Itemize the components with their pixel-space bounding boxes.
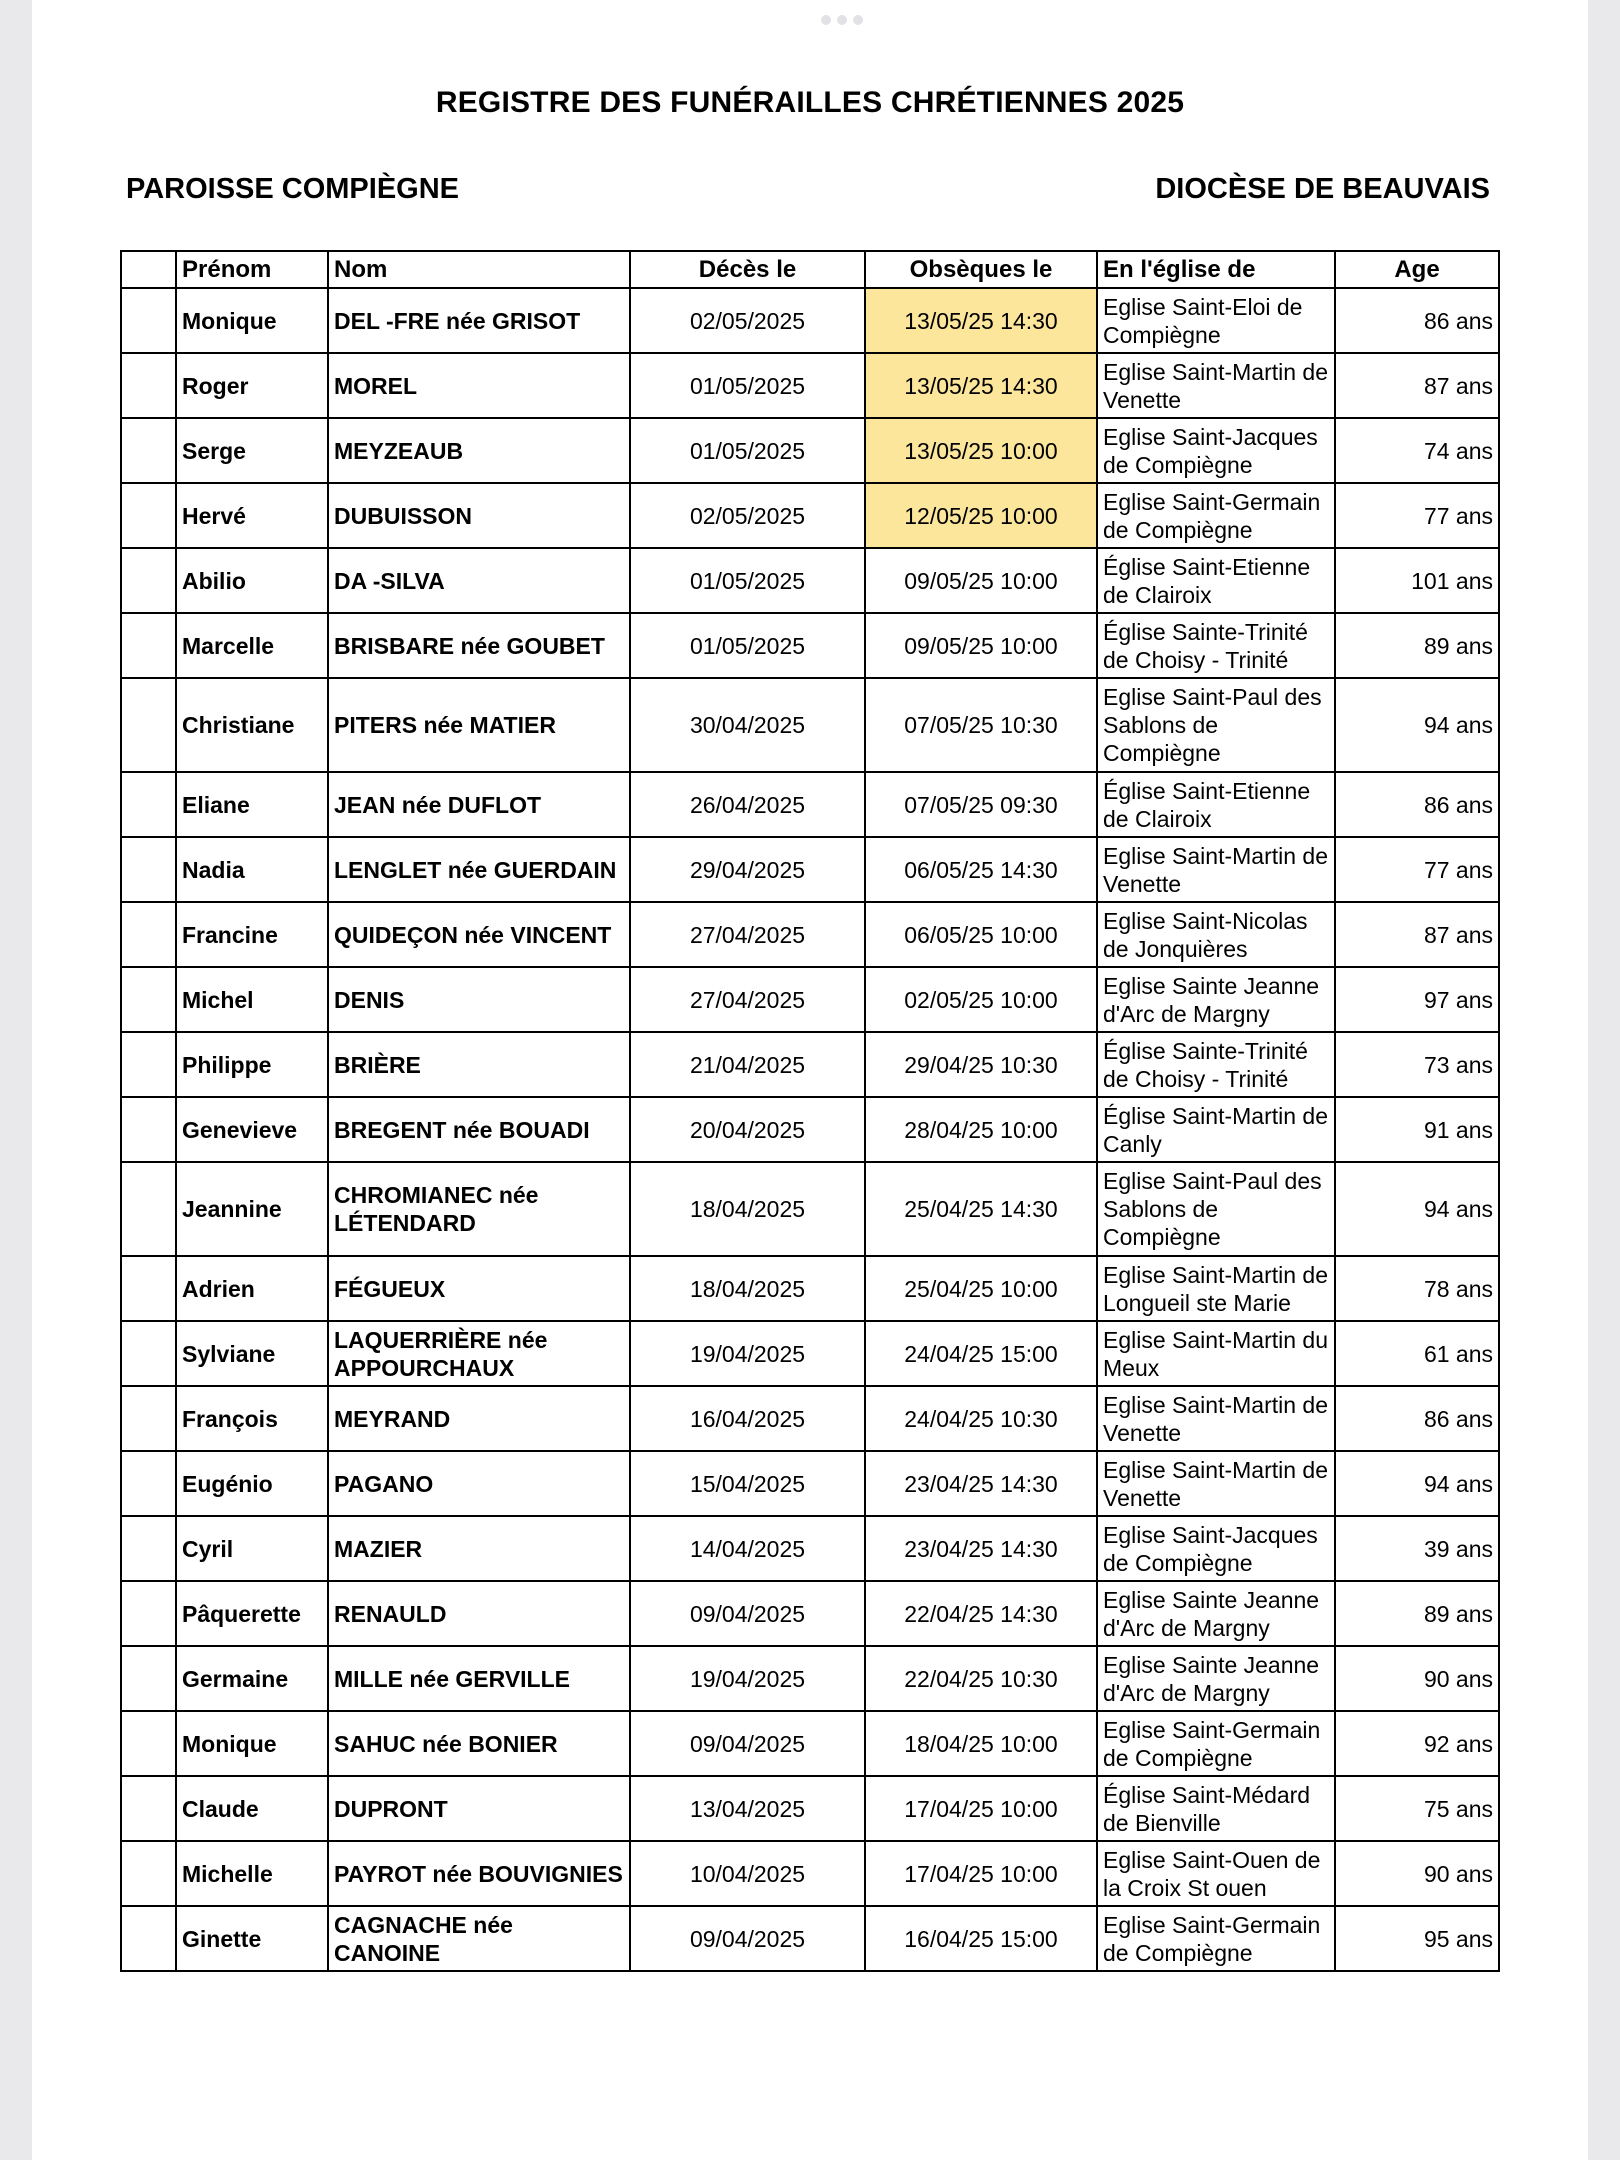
prenom-cell: Genevieve bbox=[176, 1097, 328, 1162]
row-blank-cell bbox=[121, 288, 176, 353]
eglise-cell: Église Saint-Etienne de Clairoix bbox=[1097, 548, 1335, 613]
eglise-cell: Eglise Sainte Jeanne d'Arc de Margny bbox=[1097, 1581, 1335, 1646]
prenom-cell: Claude bbox=[176, 1776, 328, 1841]
obseques-date-cell: 25/04/25 14:30 bbox=[865, 1162, 1097, 1256]
column-header-nom: Nom bbox=[328, 251, 630, 288]
prenom-cell: Nadia bbox=[176, 837, 328, 902]
age-cell: 86 ans bbox=[1335, 772, 1499, 837]
obseques-date-cell: 02/05/25 10:00 bbox=[865, 967, 1097, 1032]
deces-date-cell: 13/04/2025 bbox=[630, 1776, 865, 1841]
age-cell: 86 ans bbox=[1335, 288, 1499, 353]
deces-date-cell: 01/05/2025 bbox=[630, 418, 865, 483]
diocese-label: DIOCÈSE DE BEAUVAIS bbox=[1155, 173, 1490, 205]
eglise-cell: Église Saint-Martin de Canly bbox=[1097, 1097, 1335, 1162]
eglise-cell: Église Sainte-Trinité de Choisy - Trinité bbox=[1097, 613, 1335, 678]
table-row bbox=[121, 1097, 1499, 1162]
deces-date-cell: 09/04/2025 bbox=[630, 1711, 865, 1776]
age-cell: 74 ans bbox=[1335, 418, 1499, 483]
obseques-date-cell: 06/05/25 10:00 bbox=[865, 902, 1097, 967]
table-row bbox=[121, 1516, 1499, 1581]
nom-cell: QUIDEÇON née VINCENT bbox=[328, 902, 630, 967]
row-blank-cell bbox=[121, 1841, 176, 1906]
row-blank-cell bbox=[121, 837, 176, 902]
prenom-cell: Ginette bbox=[176, 1906, 328, 1971]
age-cell: 39 ans bbox=[1335, 1516, 1499, 1581]
prenom-cell: Pâquerette bbox=[176, 1581, 328, 1646]
table-row bbox=[121, 1162, 1499, 1256]
deces-date-cell: 01/05/2025 bbox=[630, 613, 865, 678]
deces-date-cell: 10/04/2025 bbox=[630, 1841, 865, 1906]
table-row bbox=[121, 548, 1499, 613]
nom-cell: BRIÈRE bbox=[328, 1032, 630, 1097]
table-row bbox=[121, 1451, 1499, 1516]
prenom-cell: Germaine bbox=[176, 1646, 328, 1711]
table-row bbox=[121, 418, 1499, 483]
prenom-cell: Sylviane bbox=[176, 1321, 328, 1386]
prenom-cell: Monique bbox=[176, 1711, 328, 1776]
table-row bbox=[121, 1711, 1499, 1776]
deces-date-cell: 18/04/2025 bbox=[630, 1162, 865, 1256]
nom-cell: DUPRONT bbox=[328, 1776, 630, 1841]
eglise-cell: Eglise Saint-Ouen de la Croix St ouen bbox=[1097, 1841, 1335, 1906]
deces-date-cell: 02/05/2025 bbox=[630, 288, 865, 353]
nom-cell: JEAN née DUFLOT bbox=[328, 772, 630, 837]
table-body bbox=[121, 288, 1499, 1971]
table-row bbox=[121, 1321, 1499, 1386]
deces-date-cell: 26/04/2025 bbox=[630, 772, 865, 837]
eglise-cell: Eglise Saint-Jacques de Compiègne bbox=[1097, 1516, 1335, 1581]
row-blank-cell bbox=[121, 1162, 176, 1256]
nom-cell: MILLE née GERVILLE bbox=[328, 1646, 630, 1711]
row-blank-cell bbox=[121, 483, 176, 548]
row-blank-cell bbox=[121, 1711, 176, 1776]
nom-cell: DA -SILVA bbox=[328, 548, 630, 613]
parish-label: PAROISSE COMPIÈGNE bbox=[126, 173, 460, 205]
eglise-cell: Eglise Saint-Germain de Compiègne bbox=[1097, 1711, 1335, 1776]
obseques-date-cell: 23/04/25 14:30 bbox=[865, 1451, 1097, 1516]
age-cell: 86 ans bbox=[1335, 1386, 1499, 1451]
obseques-date-cell: 09/05/25 10:00 bbox=[865, 548, 1097, 613]
prenom-cell: Eugénio bbox=[176, 1451, 328, 1516]
age-cell: 92 ans bbox=[1335, 1711, 1499, 1776]
age-cell: 90 ans bbox=[1335, 1646, 1499, 1711]
deces-date-cell: 14/04/2025 bbox=[630, 1516, 865, 1581]
obseques-date-cell: 18/04/25 10:00 bbox=[865, 1711, 1097, 1776]
nom-cell: RENAULD bbox=[328, 1581, 630, 1646]
age-cell: 89 ans bbox=[1335, 613, 1499, 678]
deces-date-cell: 19/04/2025 bbox=[630, 1646, 865, 1711]
nom-cell: MEYZEAUB bbox=[328, 418, 630, 483]
eglise-cell: Eglise Saint-Martin de Venette bbox=[1097, 837, 1335, 902]
table-row bbox=[121, 967, 1499, 1032]
row-blank-cell bbox=[121, 1256, 176, 1321]
row-blank-cell bbox=[121, 353, 176, 418]
eglise-cell: Eglise Saint-Nicolas de Jonquières bbox=[1097, 902, 1335, 967]
row-blank-cell bbox=[121, 613, 176, 678]
eglise-cell: Eglise Sainte Jeanne d'Arc de Margny bbox=[1097, 967, 1335, 1032]
table-row bbox=[121, 1386, 1499, 1451]
nom-cell: CAGNACHE née CANOINE bbox=[328, 1906, 630, 1971]
prenom-cell: Michelle bbox=[176, 1841, 328, 1906]
eglise-cell: Eglise Saint-Martin de Venette bbox=[1097, 353, 1335, 418]
row-blank-cell bbox=[121, 1906, 176, 1971]
nom-cell: BREGENT née BOUADI bbox=[328, 1097, 630, 1162]
table-row bbox=[121, 1646, 1499, 1711]
table-row bbox=[121, 1581, 1499, 1646]
prenom-cell: Marcelle bbox=[176, 613, 328, 678]
deces-date-cell: 29/04/2025 bbox=[630, 837, 865, 902]
prenom-cell: Monique bbox=[176, 288, 328, 353]
age-cell: 87 ans bbox=[1335, 902, 1499, 967]
age-cell: 90 ans bbox=[1335, 1841, 1499, 1906]
age-cell: 97 ans bbox=[1335, 967, 1499, 1032]
deces-date-cell: 27/04/2025 bbox=[630, 967, 865, 1032]
age-cell: 94 ans bbox=[1335, 678, 1499, 772]
prenom-cell: Cyril bbox=[176, 1516, 328, 1581]
column-header-eglise: En l'église de bbox=[1097, 251, 1335, 288]
nom-cell: MOREL bbox=[328, 353, 630, 418]
obseques-date-cell: 24/04/25 10:30 bbox=[865, 1386, 1097, 1451]
nom-cell: FÉGUEUX bbox=[328, 1256, 630, 1321]
age-cell: 95 ans bbox=[1335, 1906, 1499, 1971]
obseques-date-cell: 09/05/25 10:00 bbox=[865, 613, 1097, 678]
column-header-obseques: Obsèques le bbox=[865, 251, 1097, 288]
row-blank-cell bbox=[121, 678, 176, 772]
table-row bbox=[121, 613, 1499, 678]
row-blank-cell bbox=[121, 1646, 176, 1711]
eglise-cell: Eglise Saint-Paul des Sablons de Compiègne bbox=[1097, 1162, 1335, 1256]
obseques-date-cell: 22/04/25 14:30 bbox=[865, 1581, 1097, 1646]
funeral-registry-table bbox=[120, 250, 1500, 1972]
row-blank-cell bbox=[121, 1451, 176, 1516]
eglise-cell: Eglise Saint-Jacques de Compiègne bbox=[1097, 418, 1335, 483]
row-blank-cell bbox=[121, 967, 176, 1032]
table-row bbox=[121, 1906, 1499, 1971]
age-cell: 61 ans bbox=[1335, 1321, 1499, 1386]
obseques-date-cell: 24/04/25 15:00 bbox=[865, 1321, 1097, 1386]
eglise-cell: Église Sainte-Trinité de Choisy - Trinité bbox=[1097, 1032, 1335, 1097]
eglise-cell: Eglise Sainte Jeanne d'Arc de Margny bbox=[1097, 1646, 1335, 1711]
prenom-cell: Hervé bbox=[176, 483, 328, 548]
deces-date-cell: 15/04/2025 bbox=[630, 1451, 865, 1516]
prenom-cell: Abilio bbox=[176, 548, 328, 613]
document-title: REGISTRE DES FUNÉRAILLES CHRÉTIENNES 2025 bbox=[435, 86, 1185, 119]
nom-cell: CHROMIANEC née LÉTENDARD bbox=[328, 1162, 630, 1256]
deces-date-cell: 20/04/2025 bbox=[630, 1097, 865, 1162]
deces-date-cell: 18/04/2025 bbox=[630, 1256, 865, 1321]
table-row bbox=[121, 288, 1499, 353]
obseques-date-cell: 13/05/25 14:30 bbox=[865, 288, 1097, 353]
column-header-prenom: Prénom bbox=[176, 251, 328, 288]
nom-cell: PITERS née MATIER bbox=[328, 678, 630, 772]
table-row bbox=[121, 902, 1499, 967]
prenom-cell: Eliane bbox=[176, 772, 328, 837]
table-row bbox=[121, 772, 1499, 837]
obseques-date-cell: 06/05/25 14:30 bbox=[865, 837, 1097, 902]
prenom-cell: Christiane bbox=[176, 678, 328, 772]
prenom-cell: Michel bbox=[176, 967, 328, 1032]
obseques-date-cell: 07/05/25 09:30 bbox=[865, 772, 1097, 837]
age-cell: 75 ans bbox=[1335, 1776, 1499, 1841]
row-blank-cell bbox=[121, 902, 176, 967]
prenom-cell: Francine bbox=[176, 902, 328, 967]
row-blank-cell bbox=[121, 772, 176, 837]
nom-cell: BRISBARE née GOUBET bbox=[328, 613, 630, 678]
table-row bbox=[121, 1256, 1499, 1321]
obseques-date-cell: 28/04/25 10:00 bbox=[865, 1097, 1097, 1162]
nom-cell: LAQUERRIÈRE née APPOURCHAUX bbox=[328, 1321, 630, 1386]
age-cell: 77 ans bbox=[1335, 837, 1499, 902]
prenom-cell: Philippe bbox=[176, 1032, 328, 1097]
nom-cell: DENIS bbox=[328, 967, 630, 1032]
table-row bbox=[121, 1776, 1499, 1841]
obseques-date-cell: 12/05/25 10:00 bbox=[865, 483, 1097, 548]
deces-date-cell: 19/04/2025 bbox=[630, 1321, 865, 1386]
deces-date-cell: 16/04/2025 bbox=[630, 1386, 865, 1451]
deces-date-cell: 01/05/2025 bbox=[630, 548, 865, 613]
prenom-cell: Adrien bbox=[176, 1256, 328, 1321]
nom-cell: MAZIER bbox=[328, 1516, 630, 1581]
obseques-date-cell: 22/04/25 10:30 bbox=[865, 1646, 1097, 1711]
eglise-cell: Eglise Saint-Germain de Compiègne bbox=[1097, 483, 1335, 548]
age-cell: 89 ans bbox=[1335, 1581, 1499, 1646]
prenom-cell: François bbox=[176, 1386, 328, 1451]
nom-cell: SAHUC née BONIER bbox=[328, 1711, 630, 1776]
obseques-date-cell: 13/05/25 14:30 bbox=[865, 353, 1097, 418]
eglise-cell: Eglise Saint-Eloi de Compiègne bbox=[1097, 288, 1335, 353]
row-blank-cell bbox=[121, 1321, 176, 1386]
obseques-date-cell: 23/04/25 14:30 bbox=[865, 1516, 1097, 1581]
column-header-blank bbox=[121, 251, 176, 288]
eglise-cell: Église Saint-Médard de Bienville bbox=[1097, 1776, 1335, 1841]
age-cell: 101 ans bbox=[1335, 548, 1499, 613]
prenom-cell: Serge bbox=[176, 418, 328, 483]
nom-cell: PAYROT née BOUVIGNIES bbox=[328, 1841, 630, 1906]
column-header-deces: Décès le bbox=[630, 251, 865, 288]
age-cell: 91 ans bbox=[1335, 1097, 1499, 1162]
eglise-cell: Eglise Saint-Martin du Meux bbox=[1097, 1321, 1335, 1386]
deces-date-cell: 01/05/2025 bbox=[630, 353, 865, 418]
table-row bbox=[121, 837, 1499, 902]
obseques-date-cell: 17/04/25 10:00 bbox=[865, 1776, 1097, 1841]
row-blank-cell bbox=[121, 1032, 176, 1097]
deces-date-cell: 02/05/2025 bbox=[630, 483, 865, 548]
row-blank-cell bbox=[121, 418, 176, 483]
table-row bbox=[121, 353, 1499, 418]
deces-date-cell: 27/04/2025 bbox=[630, 902, 865, 967]
obseques-date-cell: 25/04/25 10:00 bbox=[865, 1256, 1097, 1321]
more-options-icon[interactable] bbox=[821, 15, 863, 25]
age-cell: 78 ans bbox=[1335, 1256, 1499, 1321]
age-cell: 94 ans bbox=[1335, 1451, 1499, 1516]
prenom-cell: Jeannine bbox=[176, 1162, 328, 1256]
eglise-cell: Eglise Saint-Germain de Compiègne bbox=[1097, 1906, 1335, 1971]
row-blank-cell bbox=[121, 1776, 176, 1841]
nom-cell: MEYRAND bbox=[328, 1386, 630, 1451]
table-row bbox=[121, 483, 1499, 548]
age-cell: 87 ans bbox=[1335, 353, 1499, 418]
eglise-cell: Église Saint-Etienne de Clairoix bbox=[1097, 772, 1335, 837]
deces-date-cell: 09/04/2025 bbox=[630, 1906, 865, 1971]
nom-cell: LENGLET née GUERDAIN bbox=[328, 837, 630, 902]
row-blank-cell bbox=[121, 1516, 176, 1581]
age-cell: 77 ans bbox=[1335, 483, 1499, 548]
deces-date-cell: 30/04/2025 bbox=[630, 678, 865, 772]
prenom-cell: Roger bbox=[176, 353, 328, 418]
eglise-cell: Eglise Saint-Martin de Venette bbox=[1097, 1386, 1335, 1451]
obseques-date-cell: 17/04/25 10:00 bbox=[865, 1841, 1097, 1906]
obseques-date-cell: 07/05/25 10:30 bbox=[865, 678, 1097, 772]
eglise-cell: Eglise Saint-Martin de Venette bbox=[1097, 1451, 1335, 1516]
eglise-cell: Eglise Saint-Paul des Sablons de Compiègne bbox=[1097, 678, 1335, 772]
column-header-age: Age bbox=[1335, 251, 1499, 288]
obseques-date-cell: 13/05/25 10:00 bbox=[865, 418, 1097, 483]
table-row bbox=[121, 1032, 1499, 1097]
obseques-date-cell: 16/04/25 15:00 bbox=[865, 1906, 1097, 1971]
nom-cell: DEL -FRE née GRISOT bbox=[328, 288, 630, 353]
table-row bbox=[121, 678, 1499, 772]
table-row bbox=[121, 1841, 1499, 1906]
deces-date-cell: 09/04/2025 bbox=[630, 1581, 865, 1646]
obseques-date-cell: 29/04/25 10:30 bbox=[865, 1032, 1097, 1097]
eglise-cell: Eglise Saint-Martin de Longueil ste Marie bbox=[1097, 1256, 1335, 1321]
nom-cell: PAGANO bbox=[328, 1451, 630, 1516]
age-cell: 73 ans bbox=[1335, 1032, 1499, 1097]
nom-cell: DUBUISSON bbox=[328, 483, 630, 548]
row-blank-cell bbox=[121, 1097, 176, 1162]
deces-date-cell: 21/04/2025 bbox=[630, 1032, 865, 1097]
age-cell: 94 ans bbox=[1335, 1162, 1499, 1256]
row-blank-cell bbox=[121, 1386, 176, 1451]
row-blank-cell bbox=[121, 1581, 176, 1646]
row-blank-cell bbox=[121, 548, 176, 613]
table-header-row bbox=[121, 251, 1499, 288]
